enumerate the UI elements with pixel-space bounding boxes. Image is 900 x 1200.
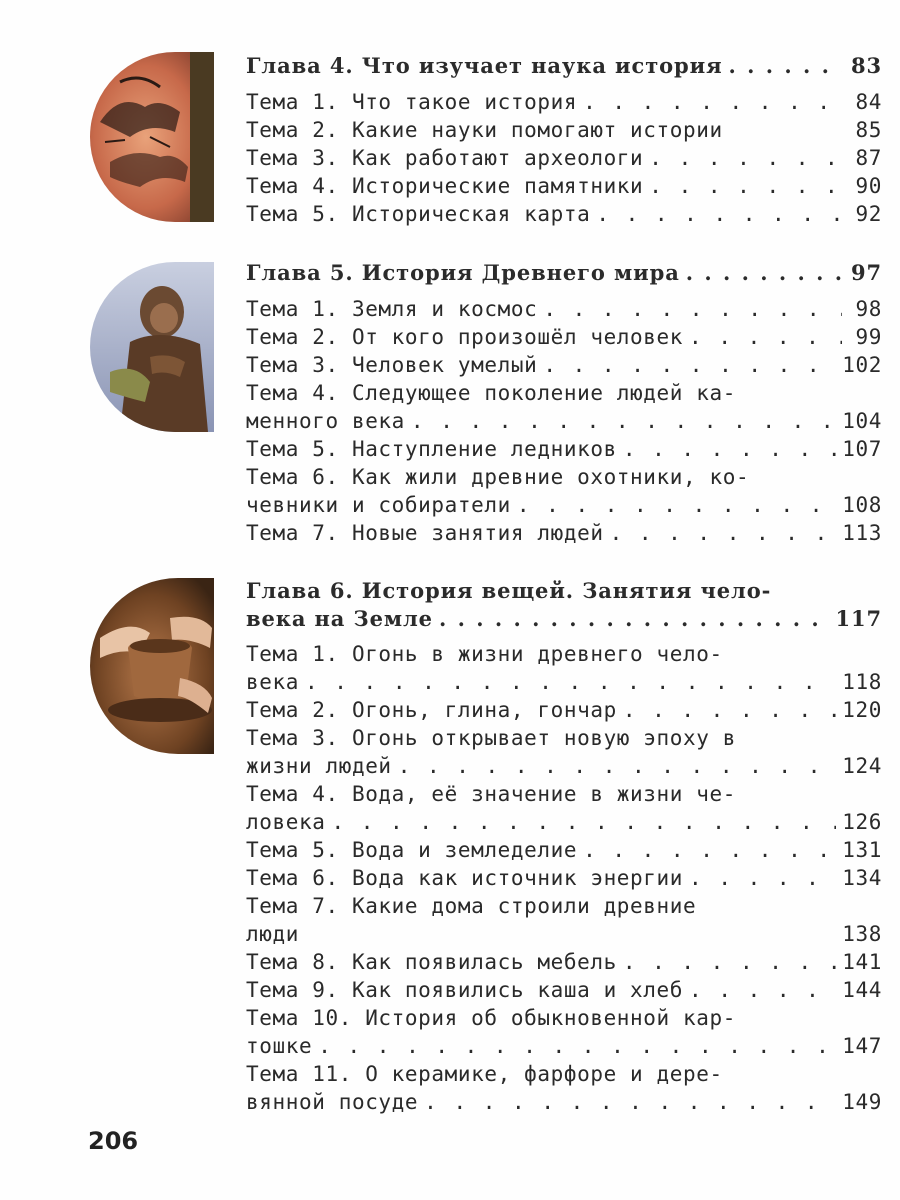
toc-entry — [246, 893, 882, 920]
dot-leader — [305, 669, 836, 696]
chapter-4-heading — [246, 52, 882, 79]
topic-page: 141 — [842, 950, 882, 974]
topic-title: Тема 5. Вода и земледелие — [246, 838, 578, 862]
topic-title: Тема 1. Что такое история — [246, 90, 578, 114]
dot-leader — [411, 408, 836, 435]
chapter-5-page: 97 — [850, 260, 882, 285]
topic-title: Тема 7. Новые занятия людей — [246, 521, 604, 545]
dot-leader — [649, 173, 842, 200]
topic-title: ловека — [246, 810, 326, 834]
topic-page: 92 — [855, 202, 882, 226]
topic-page: 149 — [842, 1090, 882, 1114]
topic-page: 131 — [842, 838, 882, 862]
toc-entry — [246, 837, 882, 864]
dot-leader — [331, 809, 836, 836]
page-number: 206 — [88, 1127, 139, 1155]
dot-leader — [610, 520, 837, 547]
toc-entry-continued — [246, 809, 882, 836]
toc-entry — [246, 781, 882, 808]
early-human-image — [90, 262, 214, 432]
toc-entry-continued — [246, 753, 882, 780]
topic-page: 90 — [855, 174, 882, 198]
topic-page: 98 — [855, 297, 882, 321]
topic-page: 113 — [842, 521, 882, 545]
dot-leader — [583, 837, 836, 864]
topic-title: Тема 7. Какие дома строили древние — [246, 894, 697, 918]
topic-title: Тема 6. Вода как источник энергии — [246, 866, 684, 890]
dot-leader — [689, 324, 842, 351]
dot-leader — [398, 753, 837, 780]
dot-leader — [583, 89, 842, 116]
toc-entry — [246, 296, 882, 323]
topic-title: века — [246, 670, 299, 694]
topic-page: 107 — [842, 437, 882, 461]
dot-leader — [543, 352, 836, 379]
topic-title: Тема 11. О керамике, фарфоре и дере- — [246, 1062, 723, 1086]
topic-title: Тема 4. Исторические памятники — [246, 174, 644, 198]
toc-entry — [246, 324, 882, 351]
topic-page: 144 — [842, 978, 882, 1002]
topic-page: 85 — [855, 118, 882, 142]
topic-page: 120 — [842, 698, 882, 722]
toc-entry — [246, 201, 882, 228]
pottery-wheel-image — [90, 578, 214, 754]
topic-page: 108 — [842, 493, 882, 517]
topic-page: 124 — [842, 754, 882, 778]
toc-entry-continued — [246, 921, 882, 948]
topic-page: 99 — [855, 325, 882, 349]
topic-title: Тема 5. Наступление ледников — [246, 437, 617, 461]
topic-title: Тема 5. Историческая карта — [246, 202, 591, 226]
toc-entry — [246, 865, 882, 892]
topic-page: 118 — [842, 670, 882, 694]
chapter-6-title: века на Земле — [246, 606, 433, 631]
topic-title: тошке — [246, 1034, 313, 1058]
dot-leader — [543, 296, 842, 323]
topic-page: 87 — [855, 146, 882, 170]
toc-entry-continued — [246, 408, 882, 435]
toc-entry — [246, 173, 882, 200]
toc-entry — [246, 436, 882, 463]
toc-entry-continued — [246, 1033, 882, 1060]
topic-page: 102 — [842, 353, 882, 377]
dot-leader — [623, 436, 836, 463]
chapter-4-title: Глава 4. Что изучает наука история — [246, 53, 723, 78]
topic-title: менного века — [246, 409, 405, 433]
topic-title: люди — [246, 922, 299, 946]
dot-leader — [689, 977, 836, 1004]
dot-leader — [596, 201, 842, 228]
dot-leader — [686, 259, 842, 286]
dot-leader — [318, 1033, 836, 1060]
dot-leader — [689, 865, 836, 892]
topic-title: Тема 10. История об обыкновенной кар- — [246, 1006, 736, 1030]
topic-title: Тема 4. Вода, её значение в жизни че- — [246, 782, 736, 806]
toc-entry — [246, 352, 882, 379]
toc-entry — [246, 1005, 882, 1032]
chapter-6-heading — [246, 577, 882, 604]
chapter-5-heading — [246, 259, 882, 286]
toc-entry — [246, 641, 882, 668]
toc-entry-continued — [246, 669, 882, 696]
topic-title: Тема 9. Как появились каша и хлеб — [246, 978, 684, 1002]
toc-entry — [246, 697, 882, 724]
toc-entry — [246, 89, 882, 116]
chapter-6-title: Глава 6. История вещей. Занятия чело- — [246, 578, 772, 603]
topic-page: 84 — [855, 90, 882, 114]
toc-entry — [246, 520, 882, 547]
topic-title: Тема 1. Земля и космос — [246, 297, 538, 321]
topic-title: Тема 3. Огонь открывает новую эпоху в — [246, 726, 736, 750]
chapter-6-page: 117 — [835, 606, 882, 631]
topic-title: чевники и собиратели — [246, 493, 511, 517]
cave-painting-image — [90, 52, 214, 222]
dot-leader — [623, 949, 836, 976]
toc-entry — [246, 145, 882, 172]
topic-page: 104 — [842, 409, 882, 433]
toc-entry — [246, 464, 882, 491]
chapter-5-title: Глава 5. История Древнего мира — [246, 260, 680, 285]
topic-page: 126 — [842, 810, 882, 834]
topic-page: 138 — [842, 922, 882, 946]
topic-title: жизни людей — [246, 754, 392, 778]
topic-page: 147 — [842, 1034, 882, 1058]
dot-leader — [623, 697, 836, 724]
toc-entry — [246, 949, 882, 976]
dot-leader — [517, 492, 836, 519]
chapter-4-page: 83 — [850, 53, 882, 78]
toc-entry — [246, 117, 882, 144]
dot-leader — [424, 1089, 836, 1116]
topic-title: Тема 3. Как работают археологи — [246, 146, 644, 170]
topic-title: Тема 8. Как появилась мебель — [246, 950, 617, 974]
dot-leader — [649, 145, 842, 172]
chapter-6-heading-continued — [246, 605, 882, 632]
topic-title: Тема 3. Человек умелый — [246, 353, 538, 377]
toc-entry — [246, 1061, 882, 1088]
topic-title: Тема 1. Огонь в жизни древнего чело- — [246, 642, 723, 666]
topic-title: Тема 2. От кого произошёл человек — [246, 325, 684, 349]
topic-title: Тема 6. Как жили древние охотники, ко- — [246, 465, 750, 489]
topic-title: Тема 4. Следующее поколение людей ка- — [246, 381, 736, 405]
topic-title: Тема 2. Огонь, глина, гончар — [246, 698, 617, 722]
topic-title: вянной посуде — [246, 1090, 419, 1114]
toc-entry — [246, 977, 882, 1004]
toc-entry — [246, 380, 882, 407]
topic-title: Тема 2. Какие науки помогают истории — [246, 118, 723, 142]
topic-page: 134 — [842, 866, 882, 890]
dot-leader — [439, 605, 830, 632]
toc-entry-continued — [246, 1089, 882, 1116]
dot-leader — [729, 52, 842, 79]
toc-entry-continued — [246, 492, 882, 519]
toc-entry — [246, 725, 882, 752]
